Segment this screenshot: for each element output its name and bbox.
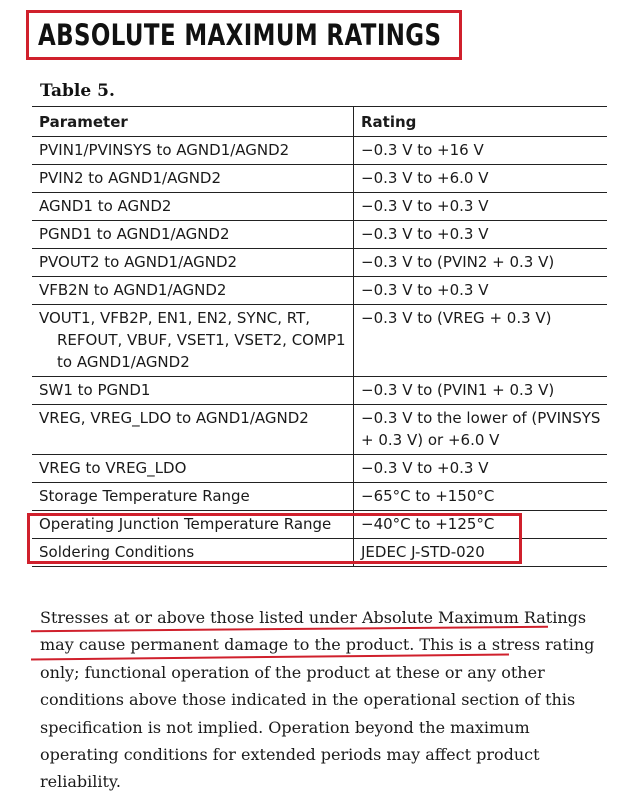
table-row: [32, 221, 607, 249]
rating-cell: −65°C to +150°C: [354, 483, 608, 511]
parameter-cell: [32, 539, 354, 567]
table-row: [32, 193, 607, 221]
table-row: [32, 405, 607, 455]
parameter-text: PGND1 to AGND1/AGND2: [39, 225, 230, 243]
rating-cell: −0.3 V to the lower of (PVINSYS + 0.3 V) or +6.0 V: [354, 405, 608, 455]
table-row: [32, 277, 607, 305]
column-header-rating: Rating: [354, 107, 608, 137]
parameter-cell: [32, 137, 354, 165]
table-row: [32, 249, 607, 277]
ratings-table: [32, 106, 607, 567]
table-row-highlighted: [32, 511, 607, 539]
parameter-cell: [32, 377, 354, 405]
parameter-text: VREG to VREG_LDO: [39, 459, 187, 477]
rating-cell: −0.3 V to +0.3 V: [354, 277, 608, 305]
rating-cell: −0.3 V to (PVIN2 + 0.3 V): [354, 249, 608, 277]
parameter-text: PVIN2 to AGND1/AGND2: [39, 169, 222, 187]
parameter-cell: [32, 221, 354, 249]
table-row: [32, 483, 607, 511]
rating-cell: −0.3 V to +0.3 V: [354, 455, 608, 483]
parameter-text: PVIN1/PVINSYS to AGND1/AGND2: [39, 141, 290, 159]
table-caption: Table 5.: [40, 81, 115, 101]
parameter-text: Soldering Conditions: [39, 543, 195, 561]
parameter-text: AGND1 to AGND2: [39, 197, 172, 215]
rating-cell: JEDEC J-STD-020: [354, 539, 608, 567]
table-row: [32, 165, 607, 193]
parameter-cell: [32, 193, 354, 221]
parameter-text: Operating Junction Temperature Range: [39, 515, 332, 533]
parameter-cell: [32, 405, 354, 455]
parameter-text: Storage Temperature Range: [39, 487, 250, 505]
parameter-cell: [32, 511, 354, 539]
table-row: [32, 455, 607, 483]
parameter-cell: [32, 249, 354, 277]
table-row: [32, 377, 607, 405]
parameter-cell: [32, 165, 354, 193]
parameter-text: PVOUT2 to AGND1/AGND2: [39, 253, 238, 271]
section-title: ABSOLUTE MAXIMUM RATINGS: [38, 18, 442, 52]
rating-cell: −0.3 V to +0.3 V: [354, 221, 608, 249]
parameter-cell: [32, 277, 354, 305]
table-row: [32, 137, 607, 165]
stress-note-paragraph: Stresses at or above those listed under Absolute Maximum Ratings may cause permanent damage to the product. This is a stress rating only; functional operation of the product at these or any other conditions above those indicated in the operational section of this specification is not implied. Operation beyond the maximum operating conditions for extended periods may affect product reliability.: [40, 608, 595, 792]
parameter-cell: [32, 483, 354, 511]
parameter-cell: [32, 455, 354, 483]
table-row: [32, 539, 607, 567]
parameter-text: SW1 to PGND1: [39, 381, 151, 399]
rating-cell: −0.3 V to +16 V: [354, 137, 608, 165]
rating-cell: −40°C to +125°C: [354, 511, 608, 539]
table-header-row: [32, 107, 607, 137]
parameter-text: VREG, VREG_LDO to AGND1/AGND2: [39, 409, 309, 427]
parameter-text: VFB2N to AGND1/AGND2: [39, 281, 227, 299]
rating-cell: −0.3 V to +0.3 V: [354, 193, 608, 221]
column-header-parameter: Parameter: [32, 107, 354, 137]
table-row: [32, 305, 607, 377]
rating-cell: −0.3 V to (VREG + 0.3 V): [354, 305, 608, 377]
rating-cell: −0.3 V to +6.0 V: [354, 165, 608, 193]
parameter-text: VOUT1, VFB2P, EN1, EN2, SYNC, RT, REFOUT, VBUF, VSET1, VSET2, COMP1 to AGND1/AGND2: [39, 309, 346, 371]
parameter-cell: [32, 305, 354, 377]
rating-cell: −0.3 V to (PVIN1 + 0.3 V): [354, 377, 608, 405]
